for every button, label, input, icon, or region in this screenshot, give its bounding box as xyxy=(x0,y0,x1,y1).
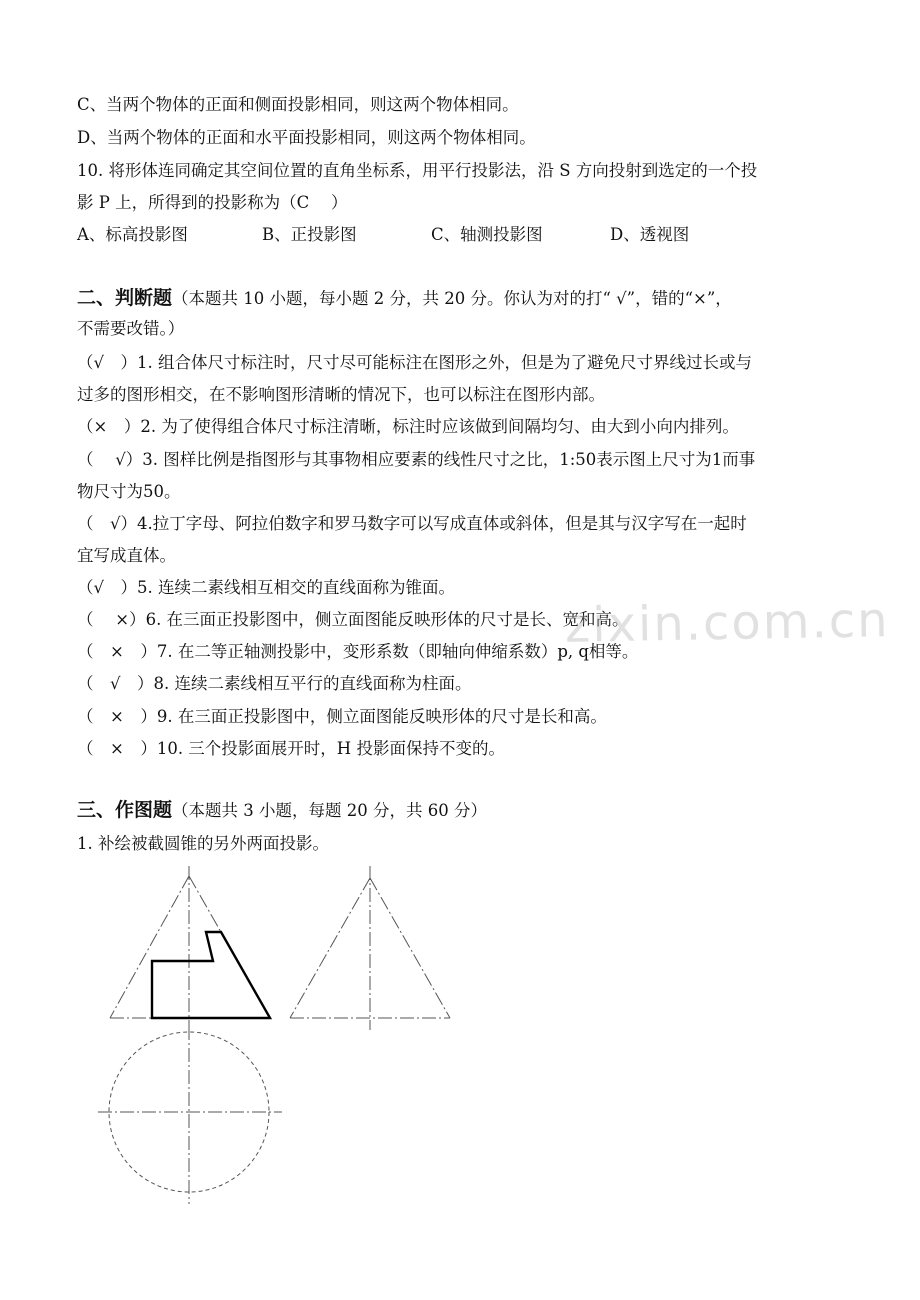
question-10-line1: 10. 将形体连同确定其空间位置的直角坐标系，用平行投影法，沿 S 方向投射到选定的一个投 xyxy=(77,161,758,180)
question-10-line2: 影 P 上，所得到的投影称为（C ） xyxy=(77,193,348,212)
option-d-text: D、当两个物体的正面和水平面投影相同，则这两个物体相同。 xyxy=(77,128,536,147)
section-2-title: 二、判断题 xyxy=(77,287,173,309)
side-view xyxy=(290,866,450,1030)
judge-item-9: （ × ）9. 在三面正投影图中，侧立面图能反映形体的尺寸是长和高。 xyxy=(77,707,607,726)
judge-item-1a: （√ ）1. 组合体尺寸标注时，尺寸尽可能标注在图形之外，但是为了避免尺寸界线过长或与 xyxy=(77,353,753,372)
section-2-note-line2: 不需要改错。） xyxy=(77,319,185,338)
side-view-right-generator xyxy=(370,878,450,1018)
judge-item-2: （× ）2. 为了使得组合体尺寸标注清晰，标注时应该做到间隔均匀、由大到小向内排列。 xyxy=(77,417,739,436)
q10-choice-b: B、正投影图 xyxy=(262,225,357,244)
q10-choice-c: C、轴测投影图 xyxy=(431,225,543,244)
judge-item-6: （ ×）6. 在三面正投影图中，侧立面图能反映形体的尺寸是长、宽和高。 xyxy=(77,610,629,629)
side-view-left-generator xyxy=(290,878,370,1018)
section-2-note: （本题共 10 小题，每小题 2 分，共 20 分。你认为对的打“ √”，错的“×”， xyxy=(172,289,732,308)
judge-item-3a: （ √）3. 图样比例是指图形与其事物相应要素的线性尺寸之比，1:50表示图上尺寸为1而事 xyxy=(77,450,756,469)
option-c-text: C、当两个物体的正面和侧面投影相同，则这两个物体相同。 xyxy=(77,95,519,114)
judge-item-7: （ × ）7. 在二等正轴测投影中，变形系数（即轴向伸缩系数）p, q相等。 xyxy=(77,642,639,661)
drawing-question-1: 1. 补绘被截圆锥的另外两面投影。 xyxy=(77,834,329,853)
judge-item-5: （√ ）5. 连续二素线相互相交的直线面称为锥面。 xyxy=(77,578,456,597)
front-view-cut-outline xyxy=(152,932,270,1018)
q10-choice-d: D、透视图 xyxy=(610,225,690,244)
judge-item-1b: 过多的图形相交，在不影响图形清晰的情况下，也可以标注在图形内部。 xyxy=(77,385,605,404)
watermark: zixin.com.cn xyxy=(564,592,891,654)
judge-item-8: （ √ ）8. 连续二素线相互平行的直线面称为柱面。 xyxy=(77,674,472,693)
judge-item-10: （ × ）10. 三个投影面展开时，H 投影面保持不变的。 xyxy=(77,739,505,758)
q10-choice-a: A、标高投影图 xyxy=(77,225,188,244)
judge-item-4a: （ √）4.拉丁字母、阿拉伯数字和罗马数字可以写成直体或斜体，但是其与汉字写在一起时 xyxy=(77,514,747,533)
section-3-title: 三、作图题 xyxy=(77,799,173,821)
judge-item-4b: 宜写成直体。 xyxy=(77,546,176,565)
top-view xyxy=(98,1026,282,1204)
front-view-left-generator xyxy=(110,876,189,1018)
judge-item-3b: 物尺寸为50。 xyxy=(77,482,181,501)
section-3-note: （本题共 3 小题，每题 20 分，共 60 分） xyxy=(172,801,487,820)
front-view xyxy=(110,866,270,1030)
